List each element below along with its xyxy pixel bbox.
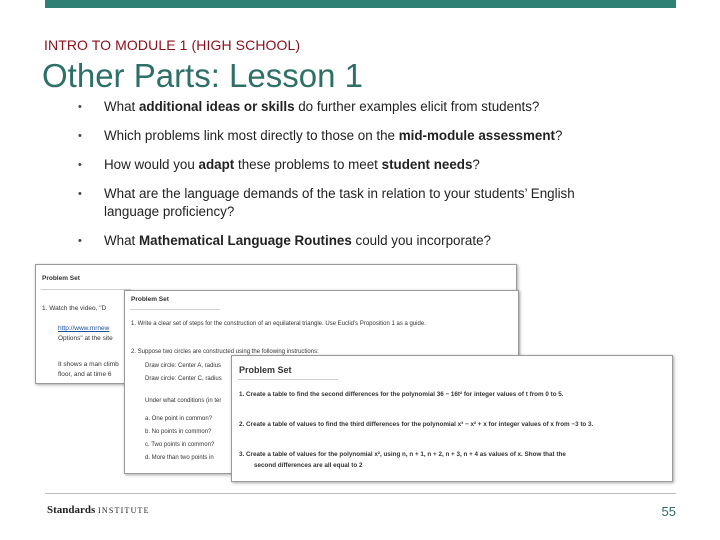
question-item: • Which problems link most directly to those on the mid-module assessment? bbox=[78, 127, 678, 145]
doc-line: c. Two points in common? bbox=[145, 442, 215, 448]
doc-line: 2. Suppose two circles are constructed using the following instructions: bbox=[131, 349, 319, 355]
doc-line: 1. Create a table to find the second differences for the polynomial 36 − 16t² for integer values of t from 0 to 5. bbox=[239, 391, 564, 398]
question-list bbox=[78, 98, 678, 250]
problem-set-heading: Problem Set bbox=[131, 296, 169, 303]
doc-line: Under what conditions (in ter bbox=[145, 398, 222, 404]
doc-link: http://www.mrnew bbox=[58, 325, 110, 332]
doc-line: floor, and at time 6 bbox=[58, 371, 112, 378]
question-item: • What additional ideas or skills do further examples elicit from students? bbox=[78, 98, 678, 116]
page-title: Other Parts: Lesson 1 bbox=[42, 57, 363, 94]
problem-set-heading: Problem Set bbox=[239, 365, 292, 375]
standards-institute-logo: Standards INSTITUTE bbox=[47, 504, 150, 516]
doc-line: b. No points in common? bbox=[145, 429, 212, 435]
doc-line: It shows a man climb bbox=[58, 361, 119, 368]
doc-line: 1. Watch the video, "D bbox=[42, 305, 107, 312]
divider bbox=[41, 289, 131, 290]
doc-line: second differences are all equal to 2 bbox=[254, 462, 363, 469]
doc-line: Draw circle: Center A, radius bbox=[145, 363, 222, 369]
doc-line: 1. Write a clear set of steps for the construction of an equilateral triangle. Use Euclid's Proposition 1 as a guide. bbox=[131, 321, 426, 327]
doc-line: 3. Create a table of values for the polynomial x², using n, n + 1, n + 2, n + 3, n + 4 as values of x. Show that the bbox=[239, 451, 566, 458]
divider bbox=[130, 309, 220, 310]
question-item: • What Mathematical Language Routines could you incorporate? bbox=[78, 232, 678, 250]
top-accent-bar bbox=[45, 0, 676, 8]
doc-line: Options" at the site bbox=[58, 335, 113, 342]
doc-line: 2. Create a table of values to find the third differences for the polynomial x³ − x² + x for integer values of x from −3 to 3. bbox=[239, 421, 594, 428]
divider bbox=[238, 379, 338, 380]
page-number: 55 bbox=[661, 504, 676, 519]
footer-divider bbox=[45, 493, 676, 494]
question-item: • What are the language demands of the task in relation to your students’ English language proficiency? bbox=[78, 185, 624, 221]
problem-set-heading: Problem Set bbox=[42, 275, 80, 282]
problem-set-image-3 bbox=[231, 355, 673, 482]
module-kicker: INTRO TO MODULE 1 (HIGH SCHOOL) bbox=[44, 37, 301, 53]
doc-line: Draw circle: Center C, radius bbox=[145, 376, 222, 382]
doc-line: a. One point in common? bbox=[145, 416, 213, 422]
question-item: • How would you adapt these problems to meet student needs? bbox=[78, 156, 678, 174]
doc-line: d. More than two points in bbox=[145, 455, 214, 461]
